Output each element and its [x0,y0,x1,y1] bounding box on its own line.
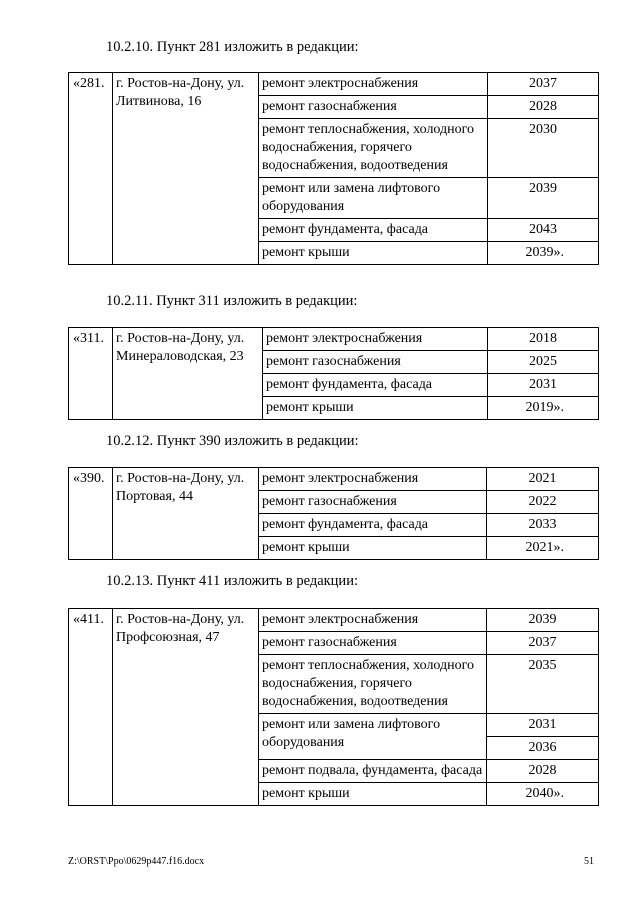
work-year: 2022 [487,491,599,514]
work-type: ремонт крыши [259,783,487,806]
section-heading-411: 10.2.13. Пункт 411 изложить в редакции: [106,573,358,589]
work-year: 2036 [487,737,599,760]
work-type: ремонт фундамента, фасада [259,514,487,537]
table-row [69,609,599,632]
work-type: ремонт крыши [259,242,488,265]
item-address: г. Ростов-на-Дону, ул. Минераловодская, 23 [113,328,263,420]
section-heading-311: 10.2.11. Пункт 311 изложить в редакции: [106,293,358,309]
table-item-311 [68,327,599,420]
work-type: ремонт теплоснабжения, холодного водоснабжения, горячего водоснабжения, водоотведения [259,655,487,714]
work-type: ремонт теплоснабжения, холодного водоснабжения, горячего водоснабжения, водоотведения [259,119,488,178]
item-address: г. Ростов-на-Дону, ул. Литвинова, 16 [113,73,259,265]
work-type: ремонт или замена лифтового оборудования [259,714,487,760]
work-type: ремонт газоснабжения [259,96,488,119]
work-year: 2021 [487,468,599,491]
item-address: г. Ростов-на-Дону, ул. Профсоюзная, 47 [113,609,259,806]
item-number: «281. [69,73,113,265]
work-year: 2040». [487,783,599,806]
work-year: 2043 [488,219,599,242]
table-item-411 [68,608,599,806]
work-year: 2028 [487,760,599,783]
work-year: 2019». [488,397,599,420]
work-year: 2037 [487,632,599,655]
work-type: ремонт или замена лифтового оборудования [259,178,488,219]
item-address: г. Ростов-на-Дону, ул. Портовая, 44 [113,468,259,560]
table-item-390 [68,467,599,560]
work-year: 2025 [488,351,599,374]
work-year: 2021». [487,537,599,560]
work-type: ремонт фундамента, фасада [263,374,488,397]
work-year: 2031 [487,714,599,737]
work-year: 2018 [488,328,599,351]
table-item-281 [68,72,599,265]
item-number: «390. [69,468,113,560]
work-year: 2039 [487,609,599,632]
work-type: ремонт электроснабжения [259,73,488,96]
work-year: 2031 [488,374,599,397]
item-number: «411. [69,609,113,806]
work-year: 2033 [487,514,599,537]
table-row [69,328,599,351]
table-row [69,73,599,96]
work-type: ремонт крыши [263,397,488,420]
footer-page-number: 51 [584,856,594,867]
work-type: ремонт газоснабжения [263,351,488,374]
work-year: 2037 [488,73,599,96]
work-type: ремонт крыши [259,537,487,560]
work-year: 2039». [488,242,599,265]
work-type: ремонт электроснабжения [263,328,488,351]
work-type: ремонт газоснабжения [259,491,487,514]
work-type: ремонт газоснабжения [259,632,487,655]
table-row [69,468,599,491]
work-type: ремонт электроснабжения [259,468,487,491]
work-type: ремонт электроснабжения [259,609,487,632]
work-year: 2039 [488,178,599,219]
work-year: 2030 [488,119,599,178]
work-year: 2028 [488,96,599,119]
item-number: «311. [69,328,113,420]
footer-file-path: Z:\ORST\Ppo\0629p447.f16.docx [68,856,205,867]
section-heading-281: 10.2.10. Пункт 281 изложить в редакции: [106,39,359,55]
work-year: 2035 [487,655,599,714]
section-heading-390: 10.2.12. Пункт 390 изложить в редакции: [106,433,359,449]
work-type: ремонт подвала, фундамента, фасада [259,760,487,783]
work-type: ремонт фундамента, фасада [259,219,488,242]
